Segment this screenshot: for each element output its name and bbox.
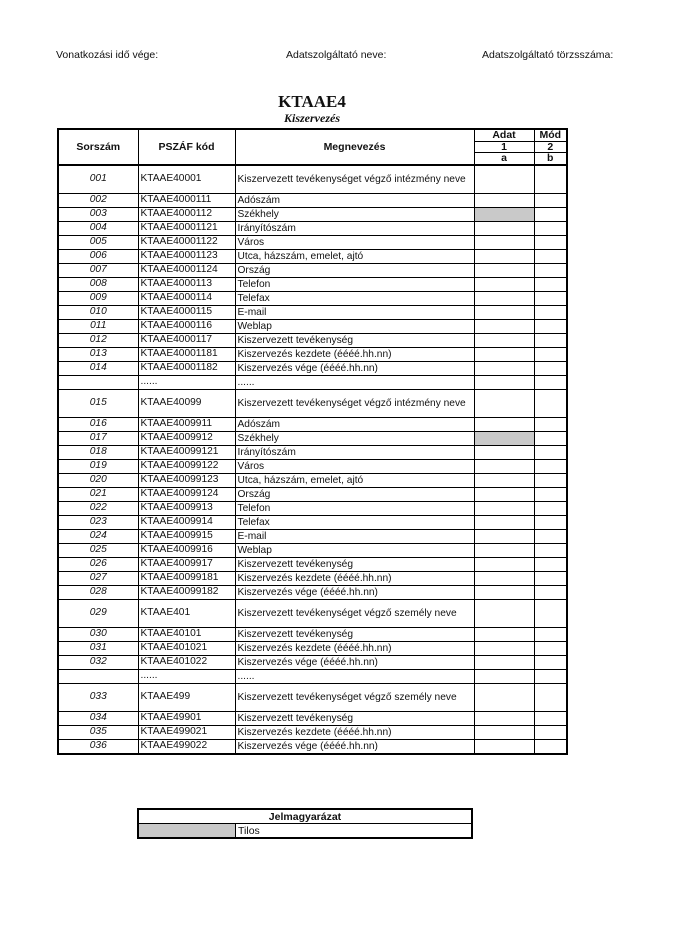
- row-pszaf-code: KTAAE4009914: [138, 515, 235, 529]
- row-mod-cell[interactable]: [534, 627, 567, 641]
- row-description: Ország: [235, 263, 474, 277]
- provider-registry-number-label: Adatszolgáltató törzsszáma:: [482, 49, 614, 61]
- row-mod-cell[interactable]: [534, 417, 567, 431]
- row-number: 033: [58, 683, 138, 711]
- table-row: [58, 249, 567, 263]
- row-adat-cell[interactable]: [474, 557, 534, 571]
- row-adat-cell[interactable]: [474, 571, 534, 585]
- row-mod-cell[interactable]: [534, 641, 567, 655]
- legend-table: [137, 808, 473, 839]
- row-adat-cell[interactable]: [474, 515, 534, 529]
- row-pszaf-code: KTAAE4000111: [138, 193, 235, 207]
- table-row: [58, 347, 567, 361]
- row-number: 010: [58, 305, 138, 319]
- row-adat-cell[interactable]: [474, 193, 534, 207]
- row-description: Kiszervezett tevékenységet végző intézmény neve: [235, 165, 474, 194]
- row-pszaf-code: KTAAE40001: [138, 165, 235, 194]
- table-row: [58, 375, 567, 389]
- reference-period-end-label: Vonatkozási idő vége:: [56, 49, 159, 61]
- col-header-sorszam: Sorszám: [58, 129, 138, 165]
- row-adat-cell[interactable]: [474, 459, 534, 473]
- row-adat-cell[interactable]: [474, 347, 534, 361]
- table-row: [58, 235, 567, 249]
- row-mod-cell[interactable]: [534, 557, 567, 571]
- row-pszaf-code: KTAAE40001124: [138, 263, 235, 277]
- row-pszaf-code: KTAAE4000115: [138, 305, 235, 319]
- row-mod-cell[interactable]: [534, 501, 567, 515]
- table-row: [58, 711, 567, 725]
- row-description: Kiszervezés vége (éééé.hh.nn): [235, 361, 474, 375]
- col-header-mod-letter: b: [534, 153, 567, 165]
- row-number: 021: [58, 487, 138, 501]
- row-number: 023: [58, 515, 138, 529]
- row-description: Kiszervezett tevékenységet végző személy neve: [235, 683, 474, 711]
- table-row: [58, 641, 567, 655]
- legend-grey-swatch: [138, 824, 236, 839]
- row-pszaf-code: KTAAE499: [138, 683, 235, 711]
- row-pszaf-code: KTAAE4000116: [138, 319, 235, 333]
- col-header-megnevezes: Megnevezés: [235, 129, 474, 165]
- row-mod-cell[interactable]: [534, 473, 567, 487]
- row-number: 027: [58, 571, 138, 585]
- row-number: [58, 375, 138, 389]
- table-row: [58, 459, 567, 473]
- row-adat-cell[interactable]: [474, 501, 534, 515]
- row-adat-cell[interactable]: [474, 417, 534, 431]
- row-mod-cell[interactable]: [534, 333, 567, 347]
- table-row: [58, 431, 567, 445]
- row-number: 019: [58, 459, 138, 473]
- table-row: [58, 319, 567, 333]
- row-adat-cell[interactable]: [474, 543, 534, 557]
- row-adat-cell[interactable]: [474, 669, 534, 683]
- row-number: 013: [58, 347, 138, 361]
- row-mod-cell[interactable]: [534, 207, 567, 221]
- row-number: 008: [58, 277, 138, 291]
- row-number: 002: [58, 193, 138, 207]
- row-mod-cell[interactable]: [534, 291, 567, 305]
- table-row: [58, 557, 567, 571]
- row-adat-cell[interactable]: [474, 389, 534, 417]
- row-description: Adószám: [235, 417, 474, 431]
- row-adat-cell[interactable]: [474, 641, 534, 655]
- table-row: [58, 165, 567, 194]
- row-adat-cell[interactable]: [474, 725, 534, 739]
- row-number: 004: [58, 221, 138, 235]
- form-code-title: KTAAE4: [278, 92, 346, 111]
- col-header-adat-letter: a: [474, 153, 534, 165]
- table-body: [58, 165, 567, 754]
- row-description: Telefon: [235, 501, 474, 515]
- row-adat-cell[interactable]: [474, 291, 534, 305]
- data-table: [57, 128, 568, 755]
- row-number: 009: [58, 291, 138, 305]
- row-mod-cell[interactable]: [534, 193, 567, 207]
- row-number: [58, 669, 138, 683]
- row-pszaf-code: KTAAE40099123: [138, 473, 235, 487]
- table-row: [58, 585, 567, 599]
- row-pszaf-code: KTAAE4000117: [138, 333, 235, 347]
- row-adat-cell[interactable]: [474, 319, 534, 333]
- row-pszaf-code: KTAAE4000114: [138, 291, 235, 305]
- row-pszaf-code: KTAAE499022: [138, 739, 235, 754]
- row-adat-cell[interactable]: [474, 473, 534, 487]
- table-row: [58, 417, 567, 431]
- row-pszaf-code: KTAAE40001123: [138, 249, 235, 263]
- row-description: Kiszervezés kezdete (éééé.hh.nn): [235, 725, 474, 739]
- row-mod-cell[interactable]: [534, 263, 567, 277]
- row-mod-cell[interactable]: [534, 459, 567, 473]
- table-row: [58, 571, 567, 585]
- row-mod-cell[interactable]: [534, 235, 567, 249]
- row-description: Kiszervezett tevékenység: [235, 333, 474, 347]
- row-description: Kiszervezés kezdete (éééé.hh.nn): [235, 571, 474, 585]
- row-mod-cell[interactable]: [534, 739, 567, 754]
- row-pszaf-code: KTAAE40099: [138, 389, 235, 417]
- row-mod-cell[interactable]: [534, 347, 567, 361]
- row-adat-cell[interactable]: [474, 529, 534, 543]
- row-adat-cell[interactable]: [474, 445, 534, 459]
- table-row: [58, 221, 567, 235]
- table-row: [58, 389, 567, 417]
- row-description: Kiszervezés vége (éééé.hh.nn): [235, 655, 474, 669]
- form-subtitle: Kiszervezés: [284, 111, 340, 125]
- row-pszaf-code: KTAAE499021: [138, 725, 235, 739]
- row-pszaf-code: KTAAE4000113: [138, 277, 235, 291]
- row-number: 007: [58, 263, 138, 277]
- row-number: 016: [58, 417, 138, 431]
- row-number: 032: [58, 655, 138, 669]
- table-row: [58, 193, 567, 207]
- row-number: 006: [58, 249, 138, 263]
- col-header-mod: Mód: [534, 129, 567, 141]
- row-number: 012: [58, 333, 138, 347]
- row-adat-cell[interactable]: [474, 361, 534, 375]
- table-row: [58, 291, 567, 305]
- table-row: [58, 473, 567, 487]
- table-row: [58, 655, 567, 669]
- table-row: [58, 305, 567, 319]
- row-mod-cell[interactable]: [534, 445, 567, 459]
- row-description: Telefax: [235, 291, 474, 305]
- row-description: Utca, házszám, emelet, ajtó: [235, 473, 474, 487]
- table-row: [58, 487, 567, 501]
- row-adat-cell[interactable]: [474, 221, 534, 235]
- table-row: [58, 445, 567, 459]
- row-description: Telefax: [235, 515, 474, 529]
- row-description: Kiszervezés kezdete (éééé.hh.nn): [235, 347, 474, 361]
- row-mod-cell[interactable]: [534, 277, 567, 291]
- row-pszaf-code: ......: [138, 375, 235, 389]
- row-number: 028: [58, 585, 138, 599]
- row-mod-cell[interactable]: [534, 431, 567, 445]
- row-pszaf-code: KTAAE40099181: [138, 571, 235, 585]
- row-description: Kiszervezett tevékenységet végző intézmény neve: [235, 389, 474, 417]
- col-header-pszaf: PSZÁF kód: [138, 129, 235, 165]
- col-header-adat: Adat: [474, 129, 534, 141]
- row-adat-cell[interactable]: [474, 305, 534, 319]
- row-pszaf-code: KTAAE4009911: [138, 417, 235, 431]
- row-number: 034: [58, 711, 138, 725]
- row-number: 020: [58, 473, 138, 487]
- row-mod-cell[interactable]: [534, 529, 567, 543]
- table-row: [58, 669, 567, 683]
- row-number: 026: [58, 557, 138, 571]
- row-description: Kiszervezés vége (éééé.hh.nn): [235, 739, 474, 754]
- row-number: 022: [58, 501, 138, 515]
- row-description: Kiszervezés kezdete (éééé.hh.nn): [235, 641, 474, 655]
- table-row: [58, 501, 567, 515]
- table-row: [58, 277, 567, 291]
- row-description: E-mail: [235, 305, 474, 319]
- row-description: Weblap: [235, 543, 474, 557]
- row-pszaf-code: KTAAE4009915: [138, 529, 235, 543]
- row-mod-cell[interactable]: [534, 305, 567, 319]
- row-mod-cell[interactable]: [534, 683, 567, 711]
- table-row: [58, 627, 567, 641]
- row-description: Adószám: [235, 193, 474, 207]
- row-adat-cell[interactable]: [474, 711, 534, 725]
- row-description: Kiszervezett tevékenység: [235, 627, 474, 641]
- row-description: Kiszervezett tevékenység: [235, 557, 474, 571]
- row-mod-cell[interactable]: [534, 585, 567, 599]
- row-number: 003: [58, 207, 138, 221]
- row-description: Irányítószám: [235, 221, 474, 235]
- row-pszaf-code: KTAAE401021: [138, 641, 235, 655]
- row-mod-cell[interactable]: [534, 571, 567, 585]
- row-number: 031: [58, 641, 138, 655]
- row-mod-cell[interactable]: [534, 599, 567, 627]
- col-header-adat-num: 1: [474, 141, 534, 153]
- row-description: Ország: [235, 487, 474, 501]
- row-description: Székhely: [235, 207, 474, 221]
- row-adat-cell[interactable]: [474, 375, 534, 389]
- row-number: 030: [58, 627, 138, 641]
- row-pszaf-code: KTAAE4009913: [138, 501, 235, 515]
- row-adat-cell[interactable]: [474, 585, 534, 599]
- row-mod-cell[interactable]: [534, 375, 567, 389]
- col-header-mod-num: 2: [534, 141, 567, 153]
- row-mod-cell[interactable]: [534, 221, 567, 235]
- row-number: 025: [58, 543, 138, 557]
- row-mod-cell[interactable]: [534, 361, 567, 375]
- row-mod-cell[interactable]: [534, 669, 567, 683]
- row-mod-cell[interactable]: [534, 389, 567, 417]
- row-pszaf-code: KTAAE40099121: [138, 445, 235, 459]
- row-mod-cell[interactable]: [534, 487, 567, 501]
- row-pszaf-code: KTAAE4009917: [138, 557, 235, 571]
- table-row: [58, 683, 567, 711]
- row-number: 015: [58, 389, 138, 417]
- row-pszaf-code: KTAAE40001182: [138, 361, 235, 375]
- row-mod-cell[interactable]: [534, 515, 567, 529]
- provider-name-label: Adatszolgáltató neve:: [286, 49, 387, 61]
- row-number: 036: [58, 739, 138, 754]
- row-number: 024: [58, 529, 138, 543]
- row-adat-cell[interactable]: [474, 431, 534, 445]
- row-pszaf-code: KTAAE40001121: [138, 221, 235, 235]
- row-adat-cell[interactable]: [474, 599, 534, 627]
- row-number: 017: [58, 431, 138, 445]
- row-number: 029: [58, 599, 138, 627]
- row-adat-cell[interactable]: [474, 207, 534, 221]
- row-pszaf-code: KTAAE40099182: [138, 585, 235, 599]
- table-row: [58, 599, 567, 627]
- row-adat-cell[interactable]: [474, 249, 534, 263]
- row-pszaf-code: KTAAE40001181: [138, 347, 235, 361]
- row-mod-cell[interactable]: [534, 655, 567, 669]
- row-adat-cell[interactable]: [474, 165, 534, 194]
- row-number: 014: [58, 361, 138, 375]
- row-description: Kiszervezés vége (éééé.hh.nn): [235, 585, 474, 599]
- row-number: 001: [58, 165, 138, 194]
- row-description: Város: [235, 459, 474, 473]
- row-adat-cell[interactable]: [474, 277, 534, 291]
- row-adat-cell[interactable]: [474, 235, 534, 249]
- table-row: [58, 333, 567, 347]
- row-description: Weblap: [235, 319, 474, 333]
- row-description: Város: [235, 235, 474, 249]
- table-row: [58, 207, 567, 221]
- row-adat-cell[interactable]: [474, 333, 534, 347]
- legend-title: Jelmagyarázat: [138, 809, 472, 824]
- table-row: [58, 515, 567, 529]
- row-adat-cell[interactable]: [474, 487, 534, 501]
- row-mod-cell[interactable]: [534, 319, 567, 333]
- legend-grey-label: Tilos: [236, 824, 473, 839]
- table-row: [58, 739, 567, 754]
- row-description: ......: [235, 669, 474, 683]
- row-description: Utca, házszám, emelet, ajtó: [235, 249, 474, 263]
- row-number: 011: [58, 319, 138, 333]
- table-row: [58, 725, 567, 739]
- row-description: Irányítószám: [235, 445, 474, 459]
- row-mod-cell[interactable]: [534, 543, 567, 557]
- table-row: [58, 529, 567, 543]
- row-number: 005: [58, 235, 138, 249]
- row-pszaf-code: KTAAE40099122: [138, 459, 235, 473]
- table-row: [58, 361, 567, 375]
- row-mod-cell[interactable]: [534, 711, 567, 725]
- row-description: E-mail: [235, 529, 474, 543]
- row-mod-cell[interactable]: [534, 725, 567, 739]
- row-adat-cell[interactable]: [474, 655, 534, 669]
- row-adat-cell[interactable]: [474, 627, 534, 641]
- row-adat-cell[interactable]: [474, 263, 534, 277]
- row-pszaf-code: ......: [138, 669, 235, 683]
- row-pszaf-code: KTAAE401: [138, 599, 235, 627]
- table-row: [58, 263, 567, 277]
- row-description: Telefon: [235, 277, 474, 291]
- row-description: Székhely: [235, 431, 474, 445]
- row-pszaf-code: KTAAE49901: [138, 711, 235, 725]
- table-row: [58, 543, 567, 557]
- row-number: 035: [58, 725, 138, 739]
- row-mod-cell[interactable]: [534, 165, 567, 194]
- row-pszaf-code: KTAAE4009916: [138, 543, 235, 557]
- row-adat-cell[interactable]: [474, 683, 534, 711]
- row-pszaf-code: KTAAE40001122: [138, 235, 235, 249]
- row-adat-cell[interactable]: [474, 739, 534, 754]
- row-pszaf-code: KTAAE4009912: [138, 431, 235, 445]
- row-pszaf-code: KTAAE4000112: [138, 207, 235, 221]
- row-pszaf-code: KTAAE401022: [138, 655, 235, 669]
- row-description: Kiszervezett tevékenység: [235, 711, 474, 725]
- row-mod-cell[interactable]: [534, 249, 567, 263]
- row-pszaf-code: KTAAE40099124: [138, 487, 235, 501]
- row-description: Kiszervezett tevékenységet végző személy neve: [235, 599, 474, 627]
- row-description: ......: [235, 375, 474, 389]
- row-pszaf-code: KTAAE40101: [138, 627, 235, 641]
- row-number: 018: [58, 445, 138, 459]
